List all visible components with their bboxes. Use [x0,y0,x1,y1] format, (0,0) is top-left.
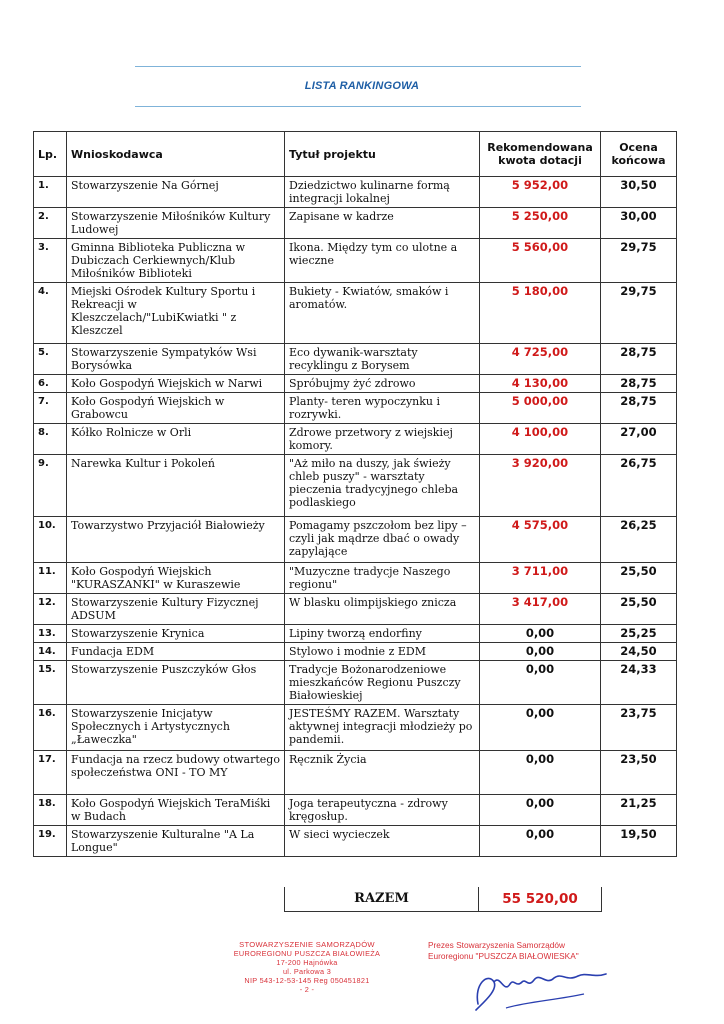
table-row [34,795,677,826]
row-lp: 19. [34,826,67,857]
organization-stamp [222,940,392,994]
stamp-line: 17-200 Hajnówka [276,958,338,967]
row-score: 28,75 [601,344,677,375]
row-applicant: Stowarzyszenie Puszczyków Głos [67,661,285,705]
table-row [34,283,677,344]
row-lp: 17. [34,751,67,795]
row-project-title: Spróbujmy żyć zdrowo [285,375,480,393]
stamp-line: EUROREGIONU PUSZCZA BIAŁOWIEŻA [233,949,381,958]
row-amount: 5 250,00 [480,208,601,239]
row-project-title: Ikona. Między tym co ulotne a wieczne [285,239,480,283]
row-score: 28,75 [601,393,677,424]
table-row [34,705,677,751]
president-line: Euroregionu "PUSZCZA BIAŁOWIESKA" [428,951,579,961]
row-applicant: Stowarzyszenie Sympatyków Wsi Borysówka [67,344,285,375]
row-lp: 2. [34,208,67,239]
row-lp: 13. [34,625,67,643]
row-score: 25,50 [601,594,677,625]
row-amount: 3 417,00 [480,594,601,625]
table-row [34,208,677,239]
stamp-line: ul. Parkowa 3 [282,967,332,976]
row-project-title: Dziedzictwo kulinarne formą integracji lokalnej [285,177,480,208]
row-applicant: Gminna Biblioteka Publiczna w Dubiczach Cerkiewnych/Klub Miłośników Biblioteki [67,239,285,283]
header-lp: Lp. [34,132,67,177]
header-amount: Rekomendowana kwota dotacji [480,132,601,177]
president-line: Prezes Stowarzyszenia Samorządów [428,940,565,950]
row-amount: 0,00 [480,751,601,795]
row-amount: 4 100,00 [480,424,601,455]
row-applicant: Fundacja na rzecz budowy otwartego społeczeństwa ONI - TO MY [67,751,285,795]
row-applicant: Koło Gospodyń Wiejskich w Narwi [67,375,285,393]
table-row [34,177,677,208]
stamp-line: NIP 543-12-53-145 Reg 050451821 [244,976,370,985]
table-row [34,393,677,424]
row-applicant: Stowarzyszenie Inicjatyw Społecznych i Artystycznych „Ławeczka" [67,705,285,751]
row-project-title: Eco dywanik-warsztaty recyklingu z Borysem [285,344,480,375]
ranking-table [33,131,677,857]
row-lp: 11. [34,563,67,594]
row-amount: 0,00 [480,826,601,857]
row-score: 29,75 [601,239,677,283]
table-row [34,661,677,705]
row-project-title: Planty- teren wypoczynku i rozrywki. [285,393,480,424]
row-project-title: Stylowo i modnie z EDM [285,643,480,661]
row-applicant: Koło Gospodyń Wiejskich w Grabowcu [67,393,285,424]
total-label: RAZEM [285,887,479,911]
row-project-title: Pomagamy pszczołom bez lipy – czyli jak mądrze dbać o owady zapylające [285,517,480,563]
table-row [34,239,677,283]
row-lp: 7. [34,393,67,424]
row-lp: 16. [34,705,67,751]
table-row [34,517,677,563]
row-amount: 4 575,00 [480,517,601,563]
row-score: 27,00 [601,424,677,455]
table-row [34,424,677,455]
row-amount: 4 725,00 [480,344,601,375]
row-project-title: Tradycje Bożonarodzeniowe mieszkańców Regionu Puszczy Białowieskiej [285,661,480,705]
table-row [34,344,677,375]
row-lp: 3. [34,239,67,283]
row-applicant: Miejski Ośrodek Kultury Sportu i Rekreacji w Kleszczelach/"LubiKwiatki " z Kleszczel [67,283,285,344]
header-applicant: Wnioskodawca [67,132,285,177]
row-amount: 0,00 [480,705,601,751]
row-project-title: W sieci wycieczek [285,826,480,857]
row-lp: 4. [34,283,67,344]
row-amount: 5 560,00 [480,239,601,283]
row-project-title: Zapisane w kadrze [285,208,480,239]
row-lp: 1. [34,177,67,208]
table-row [34,643,677,661]
row-lp: 14. [34,643,67,661]
row-lp: 18. [34,795,67,826]
row-applicant: Narewka Kultur i Pokoleń [67,455,285,517]
header-score: Ocena końcowa [601,132,677,177]
table-row [34,826,677,857]
row-applicant: Koło Gospodyń Wiejskich TeraMiśki w Budach [67,795,285,826]
row-amount: 0,00 [480,795,601,826]
row-applicant: Stowarzyszenie Kulturalne "A La Longue" [67,826,285,857]
row-score: 24,33 [601,661,677,705]
row-score: 25,25 [601,625,677,643]
table-row [34,563,677,594]
top-divider [135,66,581,67]
row-score: 29,75 [601,283,677,344]
table-row [34,625,677,643]
row-amount: 5 180,00 [480,283,601,344]
row-applicant: Stowarzyszenie Miłośników Kultury Ludowej [67,208,285,239]
row-amount: 3 711,00 [480,563,601,594]
row-score: 30,00 [601,208,677,239]
row-amount: 4 130,00 [480,375,601,393]
row-lp: 5. [34,344,67,375]
row-project-title: Bukiety - Kwiatów, smaków i aromatów. [285,283,480,344]
row-lp: 8. [34,424,67,455]
row-applicant: Stowarzyszenie Krynica [67,625,285,643]
row-score: 30,50 [601,177,677,208]
row-project-title: Joga terapeutyczna - zdrowy kręgosłup. [285,795,480,826]
row-lp: 9. [34,455,67,517]
row-score: 25,50 [601,563,677,594]
row-score: 23,75 [601,705,677,751]
table-row [34,594,677,625]
row-applicant: Koło Gospodyń Wiejskich "KURASZANKI" w Kuraszewie [67,563,285,594]
page-number: - 2 - [299,985,315,994]
president-stamp [428,940,608,962]
table-row [34,375,677,393]
page-title: LISTA RANKINGOWA [304,80,420,92]
table-row [34,751,677,795]
stamp-line: STOWARZYSZENIE SAMORZĄDÓW [239,940,375,949]
title-divider [135,106,581,107]
row-project-title: Lipiny tworzą endorfiny [285,625,480,643]
row-amount: 5 000,00 [480,393,601,424]
row-project-title: "Aż miło na duszy, jak świeży chleb puszy" - warsztaty pieczenia tradycyjnego chleba podlaskiego [285,455,480,517]
row-score: 24,50 [601,643,677,661]
header-project: Tytuł projektu [285,132,480,177]
row-score: 26,75 [601,455,677,517]
row-applicant: Towarzystwo Przyjaciół Białowieży [67,517,285,563]
row-project-title: "Muzyczne tradycje Naszego regionu" [285,563,480,594]
row-project-title: W blasku olimpijskiego znicza [285,594,480,625]
row-lp: 10. [34,517,67,563]
row-applicant: Stowarzyszenie Na Górnej [67,177,285,208]
total-row [284,887,602,912]
row-amount: 0,00 [480,661,601,705]
total-value: 55 520,00 [502,891,578,907]
table-row [34,455,677,517]
table-header-row [34,132,677,177]
row-applicant: Fundacja EDM [67,643,285,661]
row-amount: 0,00 [480,625,601,643]
row-lp: 15. [34,661,67,705]
row-score: 21,25 [601,795,677,826]
row-score: 26,25 [601,517,677,563]
row-score: 19,50 [601,826,677,857]
row-lp: 12. [34,594,67,625]
row-amount: 5 952,00 [480,177,601,208]
row-score: 28,75 [601,375,677,393]
row-applicant: Stowarzyszenie Kultury Fizycznej ADSUM [67,594,285,625]
row-project-title: Ręcznik Życia [285,751,480,795]
row-lp: 6. [34,375,67,393]
handwritten-signature [466,964,616,1014]
row-project-title: JESTEŚMY RAZEM. Warsztaty aktywnej integracji młodzieży po pandemii. [285,705,480,751]
row-amount: 3 920,00 [480,455,601,517]
row-applicant: Kółko Rolnicze w Orli [67,424,285,455]
row-amount: 0,00 [480,643,601,661]
row-score: 23,50 [601,751,677,795]
row-project-title: Zdrowe przetwory z wiejskiej komory. [285,424,480,455]
